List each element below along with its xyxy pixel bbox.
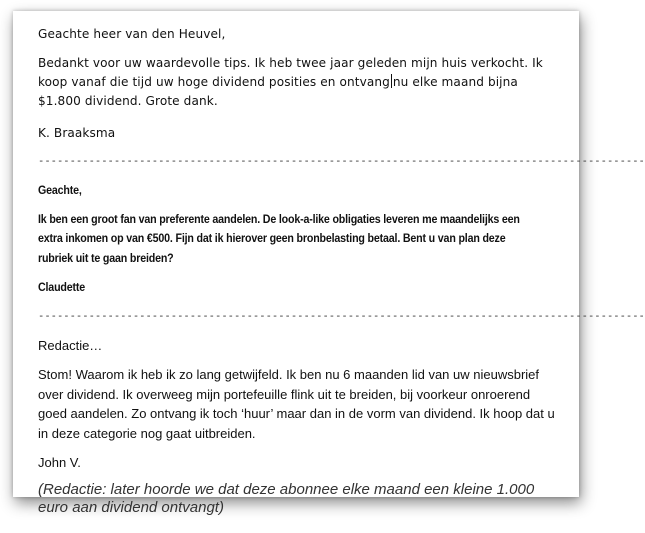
letter2-body: Ik ben een groot fan van preferente aandelen. De look-a-like obligaties leveren me maandelijks een extra inkomen op van €500. Fijn dat ik hierover geen bronbelasting betaal. Bent u van plan deze rubriek uit te gaan breiden?	[38, 211, 520, 265]
letter3-signature: John V.	[38, 455, 81, 470]
letter1-body-part2: nu elke maand bijna $1.800 dividend. Grote dank.	[38, 75, 518, 108]
letter1-body	[38, 54, 555, 111]
letter3-body: Stom! Waarom ik heb ik zo lang getwijfeld. Ik ben nu 6 maanden lid van uw nieuwsbrief over dividend. Ik overweeg mijn portefeuille flink uit te breiden, bij voorkeur onroerend goed aandelen. Zo ontvang ik toch ‘huur’ maar dan in de vorm van dividend. Ik hoop dat u in deze categorie nog gaat uitbreiden.	[38, 367, 555, 441]
letter1-signature: K. Braaksma	[38, 126, 116, 140]
letters-page	[13, 11, 645, 516]
editor-note: (Redactie: later hoorde we dat deze abonnee elke maand een kleine 1.000 euro aan dividend ontvangt)	[38, 480, 535, 516]
letter3-heading: Redactie…	[38, 337, 103, 353]
letter1-greeting: Geachte heer van den Heuvel,	[38, 27, 226, 41]
separator-line-1: ------------------------------------------------------------------------------------------------	[38, 155, 645, 167]
text-cursor	[391, 74, 392, 88]
letter2-signature: Claudette	[38, 280, 86, 294]
letter2-greeting: Geachte,	[38, 183, 82, 197]
letter1-body-part1: Bedankt voor uw waardevolle tips. Ik heb twee jaar geleden mijn huis verkocht. Ik koop vanaf die tijd uw hoge dividend posities en ontvang	[38, 56, 543, 89]
separator-line-2: ------------------------------------------------------------------------------------------------	[38, 309, 645, 322]
